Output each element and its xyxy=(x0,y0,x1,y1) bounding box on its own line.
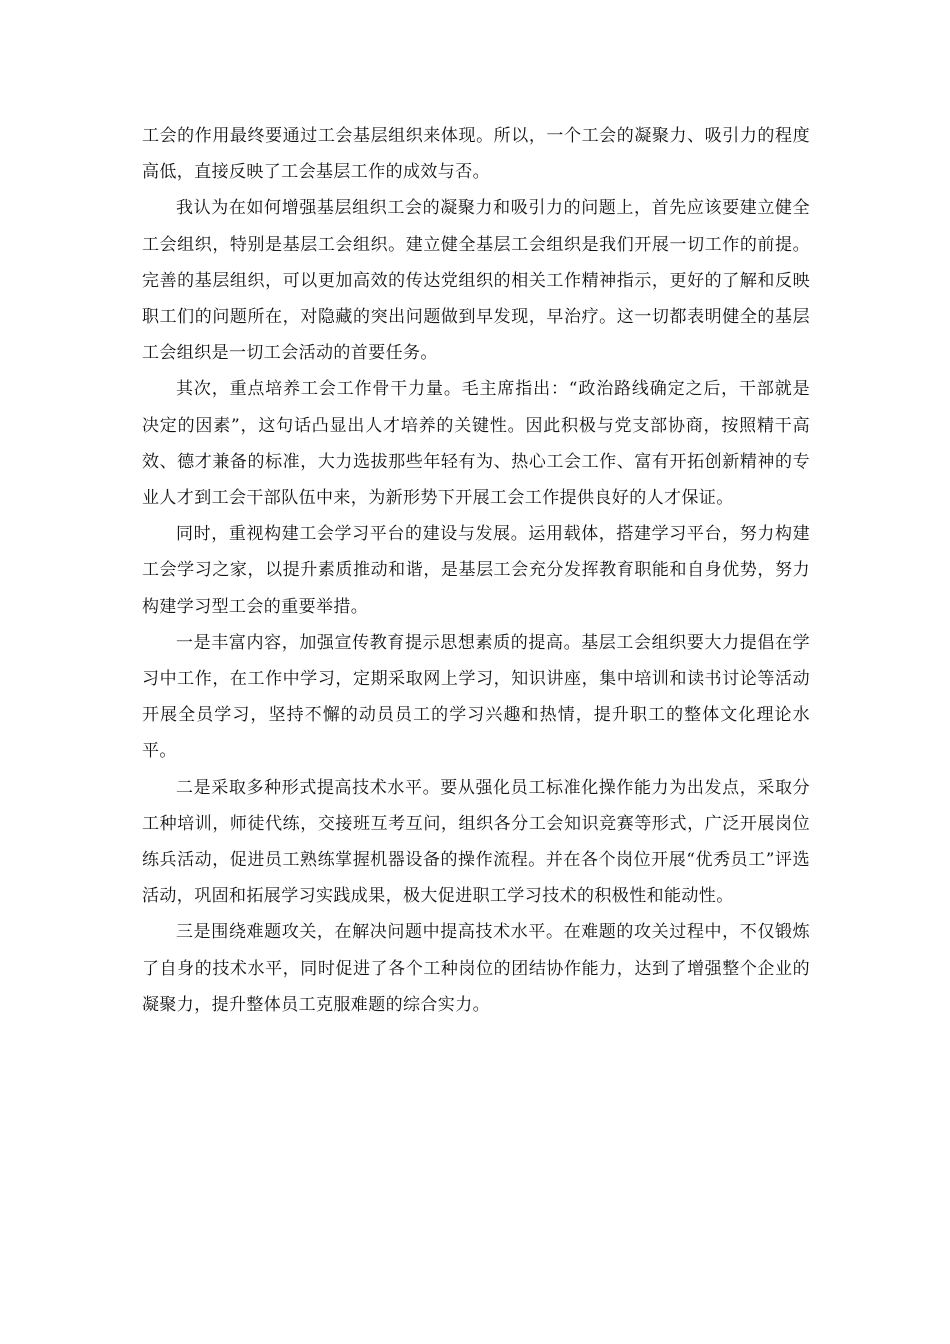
paragraph: 二是采取多种形式提高技术水平。要从强化员工标准化操作能力为出发点，采取分工种培训，师徒代练，交接班互考互问，组织各分工会知识竞赛等形式，广泛开展岗位练兵活动，促进员工熟练掌握机器设备的操作流程。并在各个岗位开展“优秀员工”评选活动，巩固和拓展学习实践成果，极大促进职工学习技术的积极性和能动性。 xyxy=(142,777,810,907)
paragraph-continued: 工会的作用最终要通过工会基层组织来体现。所以，一个工会的凝聚力、吸引力的程度高低，直接反映了工会基层工作的成效与否。 xyxy=(142,126,810,183)
paragraph: 三是围绕难题攻关，在解决问题中提高技术水平。在难题的攻关过程中，不仅锻炼了自身的技术水平，同时促进了各个工种岗位的团结协作能力，达到了增强整个企业的凝聚力，提升整体员工克服难题的综合实力。 xyxy=(142,922,810,1015)
paragraph: 同时，重视构建工会学习平台的建设与发展。运用载体，搭建学习平台，努力构建工会学习之家，以提升素质推动和谐，是基层工会充分发挥教育职能和自身优势，努力构建学习型工会的重要举措。 xyxy=(142,524,810,617)
document-body xyxy=(142,118,810,1023)
paragraph: 一是丰富内容，加强宣传教育提示思想素质的提高。基层工会组织要大力提倡在学习中工作，在工作中学习，定期采取网上学习，知识讲座，集中培训和读书讨论等活动开展全员学习，坚持不懈的动员员工的学习兴趣和热情，提升职工的整体文化理论水平。 xyxy=(142,632,810,762)
paragraph: 我认为在如何增强基层组织工会的凝聚力和吸引力的问题上，首先应该要建立健全工会组织，特别是基层工会组织。建立健全基层工会组织是我们开展一切工作的前提。完善的基层组织，可以更加高效的传达党组织的相关工作精神指示，更好的了解和反映职工们的问题所在，对隐藏的突出问题做到早发现，早治疗。这一切都表明健全的基层工会组织是一切工会活动的首要任务。 xyxy=(142,198,810,364)
paragraph: 其次，重点培养工会工作骨干力量。毛主席指出：“政治路线确定之后，干部就是决定的因素”，这句话凸显出人才培养的关键性。因此积极与党支部协商，按照精干高效、德才兼备的标准，大力选拔那些年轻有为、热心工会工作、富有开拓创新精神的专业人才到工会干部队伍中来，为新形势下开展工会工作提供良好的人才保证。 xyxy=(142,379,810,509)
